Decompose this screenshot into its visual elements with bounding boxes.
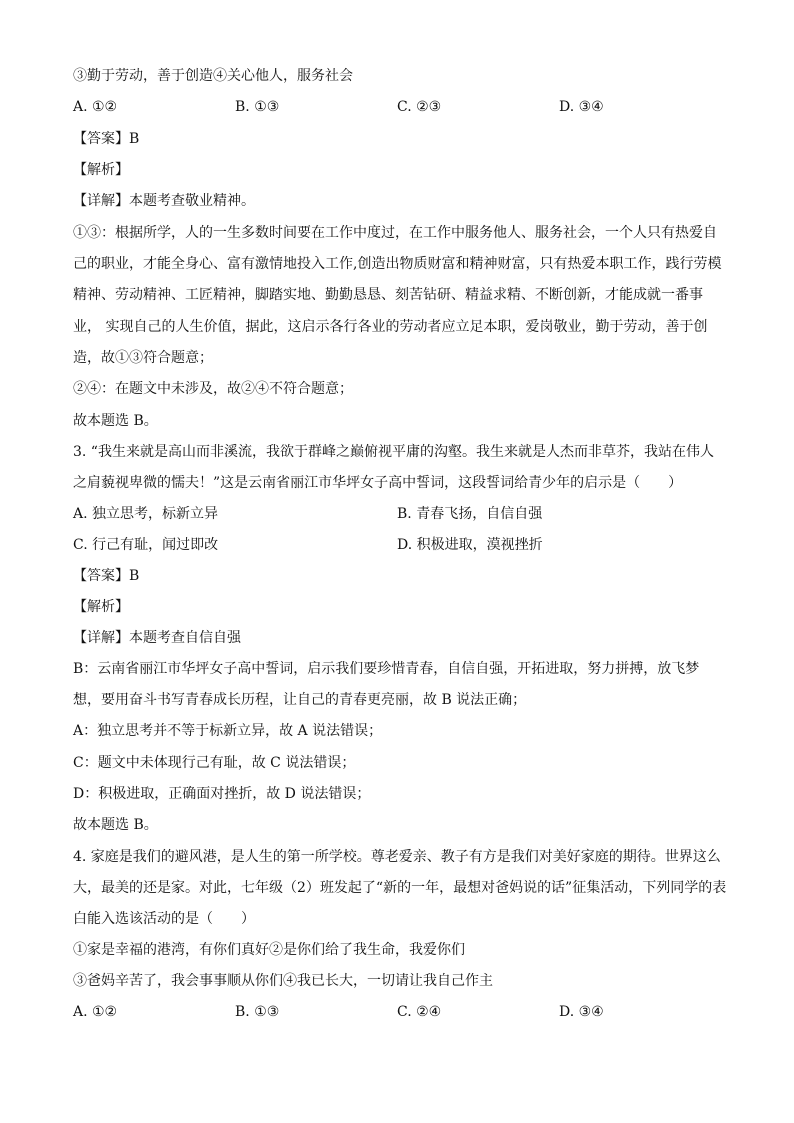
q3-option-a: A. 独立思考，标新立异: [73, 506, 219, 522]
q4-statements: ③爸妈辛苦了，我会事事顺从你们④我已长大，一切请让我自己作主: [73, 973, 493, 989]
q3-option-b: B. 青春飞扬，自信自强: [397, 506, 543, 522]
q4-stem-line: 大，最美的还是家。对此，七年级（2）班发起了“新的一年，最想对爸妈说的话”征集活动，下列同学的表: [73, 880, 727, 896]
q4-options: [73, 997, 724, 1028]
q2-explanation-line: 精神、劳动精神、工匠精神，脚踏实地、勤勤恳恳、刻苦钻研、精益求精、不断创新，才能成就一番事: [73, 287, 703, 303]
q2-explanation-line: 造，故①③符合题意；: [73, 350, 213, 366]
q2-option-a: A. ①②: [73, 99, 118, 115]
q2-conclusion: 故本题选 B。: [73, 413, 158, 429]
q2-options: [73, 92, 724, 123]
q2-statements: ③勤于劳动，善于创造④关心他人，服务社会: [73, 68, 353, 84]
q3-option-c: C. 行己有耻，闻过即改: [73, 537, 219, 553]
q2-explanation-line: 己的职业，才能全身心、富有激情地投入工作,创造出物质财富和精神财富，只有热爱本职工作，践行劳模: [73, 256, 722, 272]
q3-answer: 【答案】B: [73, 568, 140, 584]
q2-explanation-2: ②④：在题文中未涉及，故②④不符合题意；: [73, 381, 353, 397]
q3-stem-line: 3. “我生来就是高山而非溪流，我欲于群峰之巅俯视平庸的沟壑。我生来就是人杰而非草芥，我站在伟人: [73, 444, 714, 460]
q2-analysis-label: 【解析】: [73, 162, 129, 178]
q3-options-row: [73, 530, 724, 561]
q3-stem-line: 之肩藐视卑微的懦夫！”这是云南省丽江市华坪女子高中誓词，这段誓词给青少年的启示是（ ）: [73, 475, 683, 491]
q3-analysis-label: 【解析】: [73, 599, 129, 615]
q2-option-c: C. ②③: [397, 99, 442, 115]
q4-stem-line: 白能入选该活动的是（ ）: [73, 911, 255, 927]
q4-option-b: B. ①③: [235, 1004, 280, 1020]
q2-explanation-line: ①③：根据所学，人的一生多数时间要在工作中度过，在工作中服务他人、服务社会，一个人只有热爱自: [73, 225, 717, 241]
q2-option-b: B. ①③: [235, 99, 280, 115]
q3-detail: 【详解】本题考查自信自强: [73, 630, 241, 646]
q2-explanation-line: 业， 实现自己的人生价值，据此，这启示各行各业的劳动者应立足本职，爱岗敬业，勤于劳动，善于创: [73, 319, 708, 335]
q3-explanation-b: 想，要用奋斗书写青春成长历程，让自己的青春更亮丽，故 B 说法正确；: [73, 692, 527, 708]
q3-conclusion: 故本题选 B。: [73, 817, 158, 833]
q2-detail: 【详解】本题考查敬业精神。: [73, 193, 255, 209]
q3-options-row: [73, 499, 724, 530]
q4-option-d: D. ③④: [559, 1004, 604, 1020]
q3-explanation-c: C：题文中未体现行己有耻，故 C 说法错误；: [73, 755, 356, 771]
q3-explanation-b: B：云南省丽江市华坪女子高中誓词，启示我们要珍惜青春，自信自强，开拓进取，努力拼搏，放飞梦: [73, 661, 700, 677]
q2-answer: 【答案】B: [73, 131, 140, 147]
q3-explanation-a: A：独立思考并不等于标新立异，故 A 说法错误；: [73, 723, 383, 739]
q4-statements: ①家是幸福的港湾，有你们真好②是你们给了我生命，我爱你们: [73, 942, 465, 958]
q4-stem-line: 4. 家庭是我们的避风港，是人生的第一所学校。尊老爱亲、教子有方是我们对美好家庭的期待。世界这么: [73, 849, 721, 865]
q3-option-d: D. 积极进取，漠视挫折: [397, 537, 543, 553]
q4-option-c: C. ②④: [397, 1004, 442, 1020]
q3-explanation-d: D：积极进取，正确面对挫折，故 D 说法错误；: [73, 786, 371, 802]
q4-option-a: A. ①②: [73, 1004, 118, 1020]
q2-option-d: D. ③④: [559, 99, 604, 115]
